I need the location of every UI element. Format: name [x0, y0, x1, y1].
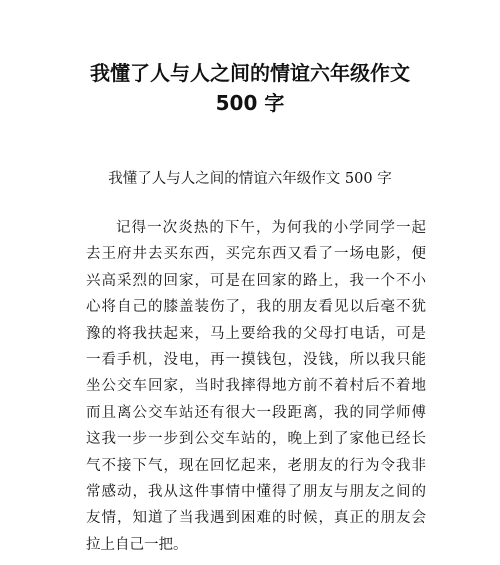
document-title	[40, 58, 460, 118]
body-line: 常感动，我从这件事情中懂得了朋友与朋友之间的	[86, 483, 426, 500]
document-title-line-2: 500 字	[215, 91, 285, 115]
body-line: 兴高采烈的回家，可是在回家的路上，我一个不小	[86, 272, 426, 289]
body-line: 而且离公交车站还有很大一段距离，我的同学师傅	[86, 404, 426, 421]
body-line: 气不接下气，现在回忆起来，老朋友的行为令我非	[86, 457, 426, 474]
body-line: 记得一次炎热的下午，为何我的小学同学一起	[116, 220, 426, 236]
body-paragraph	[86, 215, 426, 558]
body-line: 豫的将我扶起来，马上要给我的父母打电话，可是	[86, 325, 426, 342]
body-line: 心将自己的膝盖装伤了，我的朋友看见以后毫不犹	[86, 299, 426, 316]
body-line: 友情，知道了当我遇到困难的时候，真正的朋友会	[86, 510, 426, 527]
document-title-line-1: 我懂了人与人之间的情谊六年级作文	[90, 61, 410, 85]
body-line: 去王府井去买东西，买完东西又看了一场电影，便	[86, 246, 426, 263]
body-line: 一看手机，没电，再一摸钱包，没钱，所以我只能	[86, 351, 426, 368]
body-line: 这我一步一步到公交车站的，晚上到了家他已经长	[86, 431, 426, 448]
document-subtitle: 我懂了人与人之间的情谊六年级作文 500 字	[108, 171, 392, 187]
body-line: 拉上自己一把。	[86, 536, 188, 553]
body-line: 坐公交车回家，当时我摔得地方前不着村后不着地	[86, 378, 426, 395]
